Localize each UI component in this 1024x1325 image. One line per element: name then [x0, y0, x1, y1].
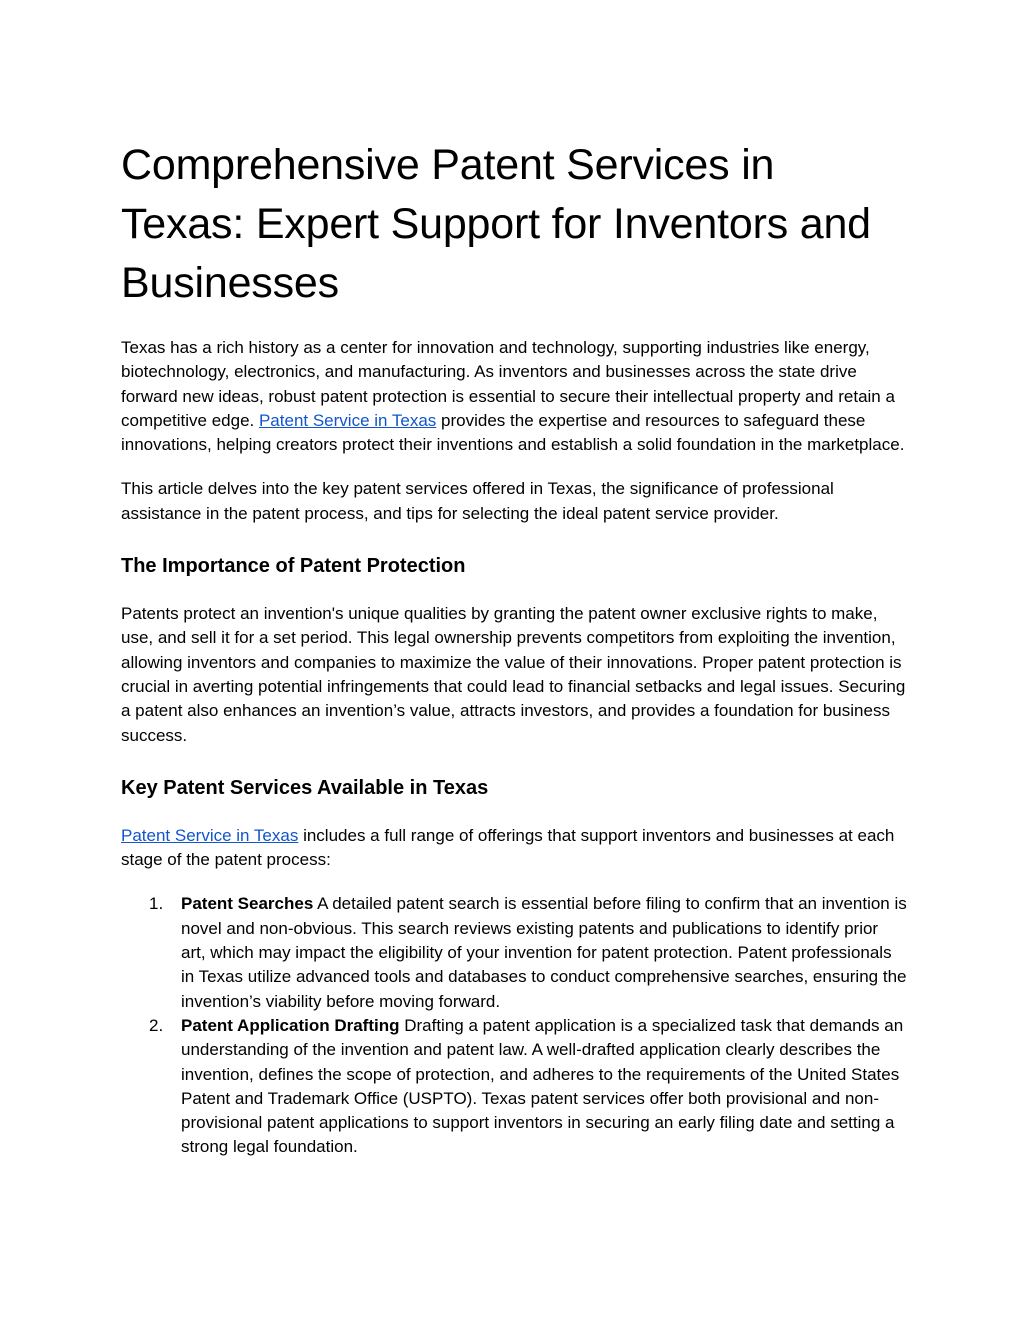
patent-service-link-2[interactable]: Patent Service in Texas — [121, 825, 299, 845]
overview-paragraph: This article delves into the key patent services offered in Texas, the significance of professional assistance in the patent process, and tips for selecting the ideal patent service provider. — [121, 479, 834, 523]
intro-text-start: Texas has a rich history as a center for innovation and technology, supporting industries like energy, biotechnology, electronics, and manufacturing. As inventors and businesses across the state drive forward new ideas, robust patent protection is essential to secure their intellectual property and retain a competitive edge. — [121, 338, 895, 430]
services-list — [121, 892, 907, 1159]
key-services-heading: Key Patent Services Available in Texas — [121, 776, 489, 799]
intro-paragraph — [121, 336, 907, 457]
key-services-intro — [121, 824, 907, 873]
list-item-title: Patent Searches — [181, 894, 314, 914]
intro-text-end: provides the expertise and resources to safeguard these innovations, helping creators protect their inventions and establish a solid foundation in the marketplace. — [121, 410, 905, 455]
list-item-number: 1. — [149, 894, 164, 914]
list-item-number: 2. — [149, 1015, 164, 1035]
list-item-text: Drafting a patent application is a specialized task that demands an understanding of the invention and patent law. A well-drafted application clearly describes the invention, defines the scope of protection, and adheres to the requirements of the United States Patent and Trademark Office (USPTO). Texas patent services offer both provisional and non-provisional patent applications to support inventors in securing an early filing date and setting a strong legal foundation. — [181, 1015, 904, 1157]
importance-heading: The Importance of Patent Protection — [121, 555, 466, 578]
importance-paragraph: Patents protect an invention's unique qualities by granting the patent owner exclusive rights to make, use, and sell it for a set period. This legal ownership prevents competitors from exploiting the invention, allowing inventors and companies to maximize the value of their innovations. Proper patent protection is crucial in averting potential infringements that could lead to financial setbacks and legal issues. Securing a patent also enhances an invention’s value, attracts investors, and provides a foundation for business success. — [121, 604, 906, 745]
list-item — [121, 1014, 907, 1160]
list-item — [121, 892, 907, 1013]
document-page — [121, 136, 907, 1160]
list-item-text: A detailed patent search is essential before filing to confirm that an invention is novel and non-obvious. This search reviews existing patents and publications to identify prior art, which may impact the eligibility of your invention for patent protection. Patent professionals in Texas utilize advanced tools and databases to conduct comprehensive searches, ensuring the invention’s viability before moving forward. — [181, 894, 907, 1011]
patent-service-link[interactable]: Patent Service in Texas — [258, 410, 437, 430]
page-title: Comprehensive Patent Services in Texas: Expert Support for Inventors and Businesses — [121, 141, 871, 307]
list-item-title: Patent Application Drafting — [181, 1015, 400, 1035]
key-services-intro-text: includes a full range of offerings that support inventors and businesses at each stage of the patent process: — [121, 825, 895, 870]
